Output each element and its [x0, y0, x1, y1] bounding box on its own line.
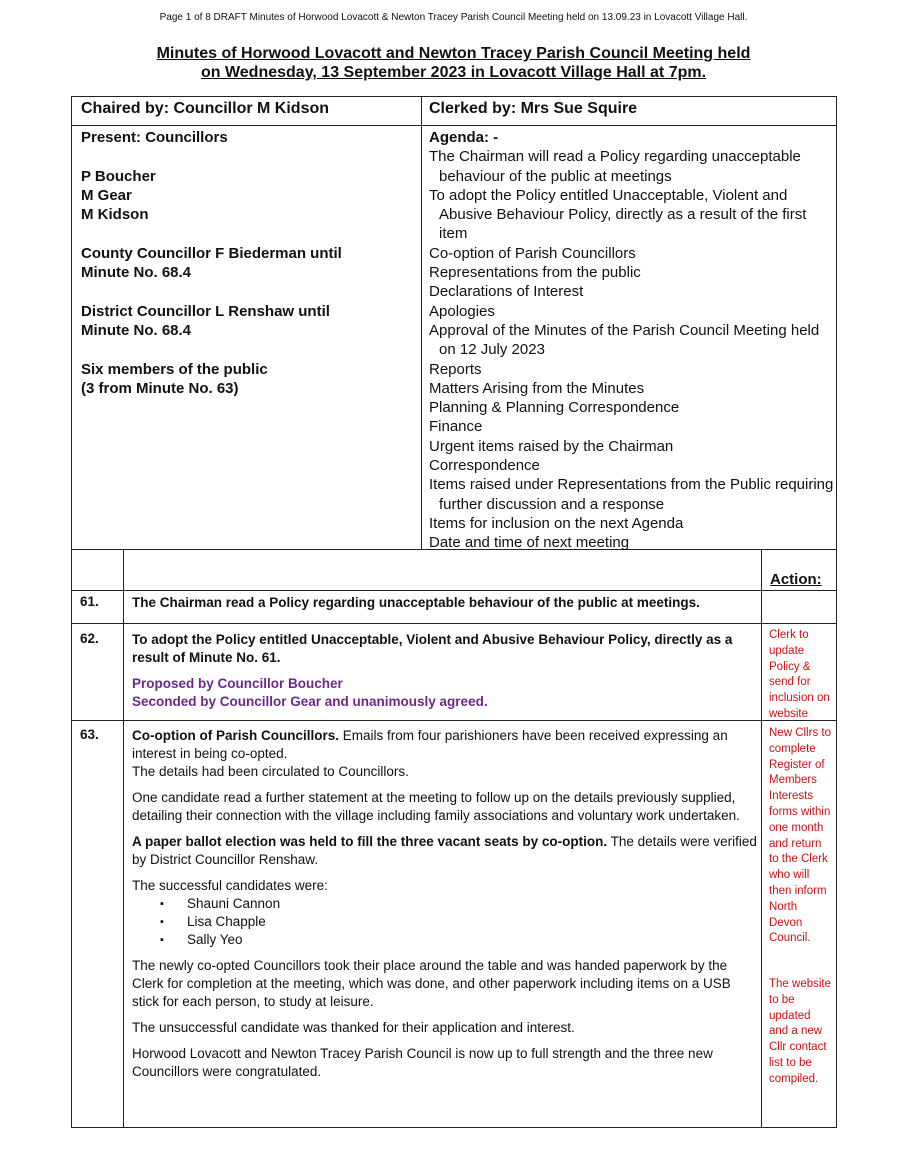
row-divider	[72, 623, 836, 624]
present-line: Minute No. 68.4	[81, 321, 192, 339]
agenda-item: Planning & Planning Correspondence	[429, 399, 680, 417]
chaired-by: Chaired by: Councillor M Kidson	[81, 100, 330, 117]
candidates-list	[132, 895, 757, 949]
list-item: ▪ Shauni Cannon	[187, 895, 757, 913]
table-divider	[421, 97, 422, 549]
minutes-table	[71, 550, 837, 1128]
title-line-1: Minutes of Horwood Lovacott and Newton Tracey Parish Council Meeting held	[156, 45, 751, 62]
minute-61-text	[132, 594, 757, 612]
minute-63-heading: Co-option of Parish Councillors.	[132, 728, 339, 743]
seconded-by: Seconded by Councillor Gear and unanimously agreed.	[132, 694, 488, 709]
present-line: Present: Councillors	[81, 129, 228, 146]
agenda-item: Reports	[429, 360, 482, 378]
minute-63-text	[132, 727, 757, 1081]
row-divider	[72, 590, 836, 591]
minute-63-paragraph-3: A paper ballot election was held to fill the three vacant seats by co-option. The details were verified by District Councillor Renshaw.	[132, 834, 757, 867]
minute-63-paragraph-5: The newly co-opted Councillors took their place around the table and was handed paperwork by the Clerk for completion at the meeting, which was done, and other paperwork including items on a USB stick for each person, to study at leisure.	[132, 958, 731, 1009]
list-item: ▪ Sally Yeo	[187, 931, 757, 949]
present-line	[81, 282, 342, 301]
table-divider	[72, 125, 836, 126]
document-title	[0, 44, 907, 82]
agenda-item: The Chairman will read a Policy regarding unacceptable behaviour of the public at meetings	[429, 148, 801, 185]
agenda-item: Urgent items raised by the Chairman	[429, 437, 674, 455]
agenda-item: Approval of the Minutes of the Parish Council Meeting held on 12 July 2023	[429, 321, 820, 359]
attendance-agenda-table	[71, 96, 837, 550]
present-line	[81, 224, 342, 243]
row-divider	[72, 720, 836, 721]
agenda-item: Representations from the public	[429, 264, 641, 282]
agenda-item: Matters Arising from the Minutes	[429, 379, 645, 397]
agenda-item: Items for inclusion on the next Agenda	[429, 514, 684, 532]
column-divider	[761, 550, 762, 1127]
minute-61-statement: The Chairman read a Policy regarding unacceptable behaviour of the public at meetings.	[132, 595, 700, 610]
page-header: Page 1 of 8 DRAFT Minutes of Horwood Lovacott & Newton Tracey Parish Council Meeting held on 13.09.23 in Lovacott Village Hall.	[159, 12, 748, 23]
present-list	[81, 128, 342, 398]
present-line	[81, 147, 342, 166]
title-line-2: on Wednesday, 13 September 2023 in Lovacott Village Hall at 7pm.	[200, 64, 707, 81]
agenda-item: Co-option of Parish Councillors	[429, 244, 636, 262]
present-line: (3 from Minute No. 63)	[81, 379, 239, 397]
minute-63-paragraph-1b: The details had been circulated to Councillors.	[132, 764, 409, 779]
agenda-item: Date and time of next meeting	[429, 534, 630, 552]
minute-number: 62.	[80, 631, 99, 646]
minute-63-paragraph-6: The unsuccessful candidate was thanked for their application and interest.	[132, 1020, 575, 1035]
agenda-heading: Agenda: -	[429, 129, 499, 146]
present-line: M Gear	[81, 186, 132, 204]
ballot-statement: A paper ballot election was held to fill the three vacant seats by co-option.	[132, 834, 608, 849]
minute-63-action-2: The website to be updated and a new Cllr contact list to be compiled.	[769, 978, 832, 1085]
present-line: M Kidson	[81, 206, 149, 224]
clerked-by: Clerked by: Mrs Sue Squire	[429, 100, 638, 117]
agenda-item: Finance	[429, 418, 483, 436]
action-heading: Action:	[770, 571, 822, 588]
minute-63-action-1: New Cllrs to complete Register of Members Interests forms within one month and return to the Clerk who will then inform North Devon Council.	[769, 727, 831, 945]
agenda	[429, 128, 834, 553]
minute-63-paragraph-7: Horwood Lovacott and Newton Tracey Parish Council is now up to full strength and the three new Councillors were congratulated.	[132, 1046, 713, 1079]
minute-number: 61.	[80, 594, 99, 609]
present-line: County Councillor F Biederman until	[81, 244, 342, 262]
agenda-list	[429, 147, 834, 552]
present-line: Minute No. 68.4	[81, 264, 192, 282]
minute-62-text	[132, 631, 757, 711]
present-line	[81, 340, 342, 359]
minute-62-statement: To adopt the Policy entitled Unacceptable, Violent and Abusive Behaviour Policy, directly as a result of Minute No. 61.	[132, 632, 733, 665]
agenda-item: Apologies	[429, 302, 495, 320]
minute-63-paragraph-4: The successful candidates were:	[132, 878, 328, 893]
agenda-item: Declarations of Interest	[429, 283, 584, 301]
column-divider	[123, 550, 124, 1127]
present-line: Six members of the public	[81, 360, 268, 378]
present-line: District Councillor L Renshaw until	[81, 302, 330, 320]
list-item: ▪ Lisa Chapple	[187, 913, 757, 931]
agenda-item: Correspondence	[429, 457, 540, 475]
proposed-by: Proposed by Councillor Boucher	[132, 676, 343, 691]
minute-62-action: Clerk to update Policy & send for inclusion on website	[769, 629, 830, 720]
agenda-item: Items raised under Representations from the Public requiring further discussion and a response	[429, 476, 834, 513]
agenda-item: To adopt the Policy entitled Unacceptable, Violent and Abusive Behaviour Policy, directly as a result of the first item	[429, 186, 807, 243]
present-line: P Boucher	[81, 167, 156, 185]
minute-63-paragraph-2: One candidate read a further statement at the meeting to follow up on the details previously supplied, detailing their connection with the village including family associations and voluntary work undertaken.	[132, 790, 740, 823]
minute-number: 63.	[80, 727, 99, 742]
minute-63-paragraph-1: Co-option of Parish Councillors. Emails from four parishioners have been received expressing an interest in being co-opted.	[132, 728, 728, 761]
